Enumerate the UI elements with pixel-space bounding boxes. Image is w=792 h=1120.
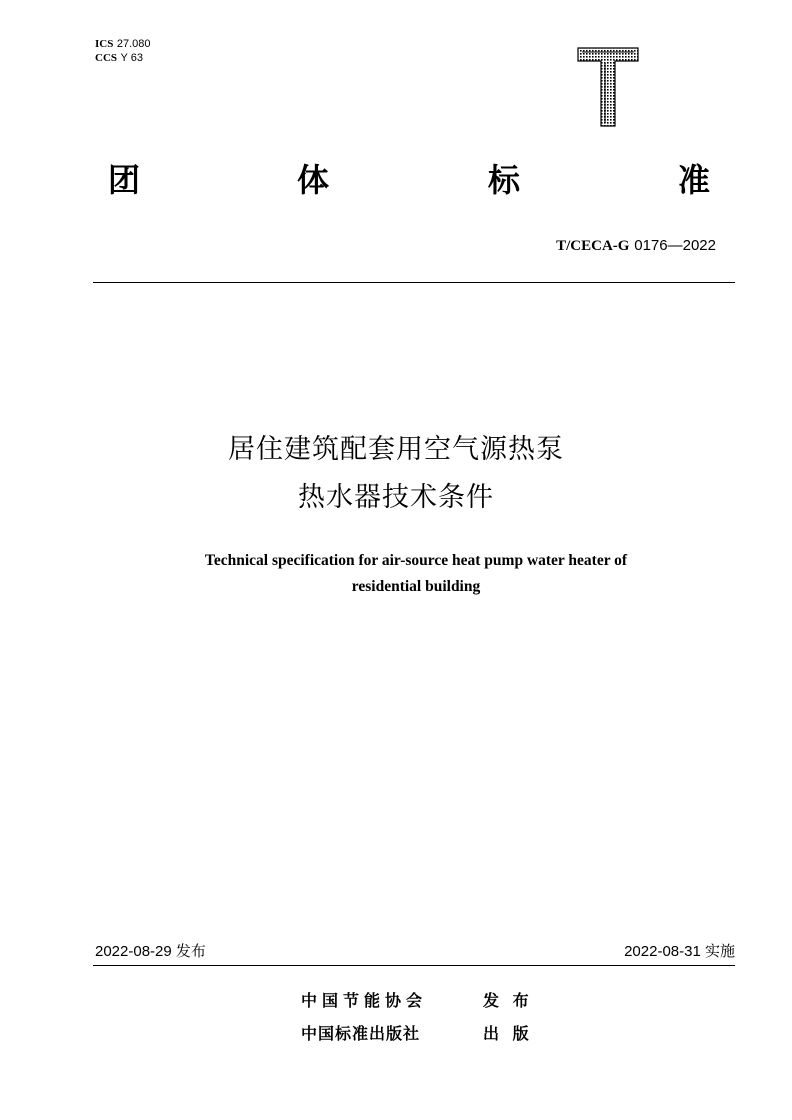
t-logo (577, 47, 639, 127)
ccs-code: CCS Y 63 (95, 52, 143, 64)
title-cn-line1: 居住建筑配套用空气源热泵 (228, 434, 564, 465)
publisher-role-1: 发 布 (483, 991, 533, 1010)
publisher-name-2: 中国标准出版社 (301, 1024, 421, 1043)
classification-codes (95, 37, 151, 65)
title-en-line1: Technical specification for air-source heat pump water heater of (204, 552, 628, 569)
top-divider (93, 282, 735, 283)
svg-text:T: T (607, 106, 609, 108)
category-char-1: 团 (108, 161, 141, 199)
standard-number: T/CECA-G 0176—2022 (556, 237, 716, 254)
publish-date: 2022-08-29 发布 (95, 943, 206, 960)
title-en-line2: residential building (351, 578, 481, 595)
publisher-name-1: 中国节能协会 (301, 991, 428, 1010)
title-cn-line2: 热水器技术条件 (298, 482, 494, 513)
category-char-4: 准 (678, 161, 711, 199)
implement-date: 2022-08-31 实施 (624, 943, 735, 960)
bottom-divider (93, 965, 735, 966)
category-char-3: 标 (488, 161, 521, 199)
publisher-role-2: 出 版 (483, 1024, 533, 1043)
category-char-2: 体 (297, 161, 330, 199)
ics-code: ICS 27.080 (95, 38, 151, 50)
